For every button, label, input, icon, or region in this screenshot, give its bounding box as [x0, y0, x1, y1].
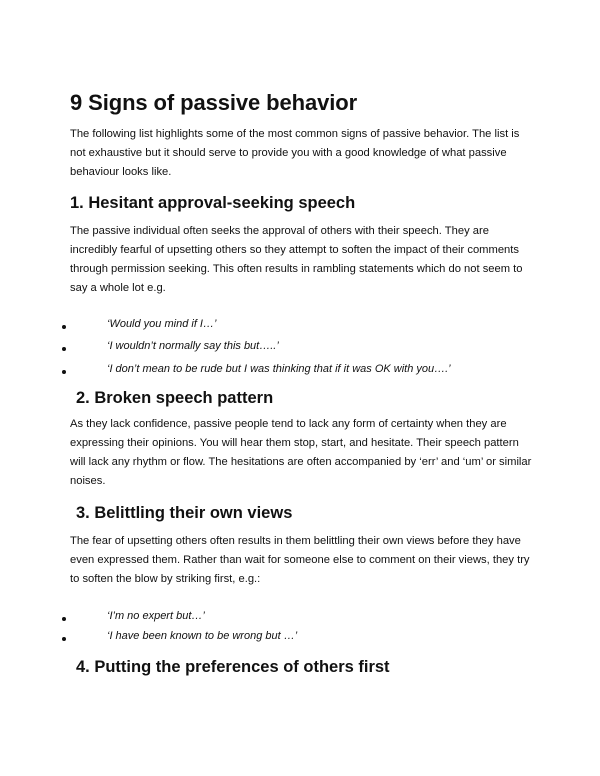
- bullet-icon: [62, 637, 66, 641]
- list-item: ‘I’m no expert but…’: [107, 610, 205, 622]
- list-item: ‘I wouldn’t normally say this but…..’: [107, 340, 279, 352]
- list-item: ‘I have been known to be wrong but …’: [107, 630, 298, 642]
- bullet-icon: [62, 325, 66, 329]
- bullet-icon: [62, 370, 66, 374]
- bullet-icon: [62, 617, 66, 621]
- section-2-heading: 2. Broken speech pattern: [76, 389, 274, 407]
- intro-paragraph: The following list highlights some of the most common signs of passive behavior. The list is not exhaustive but it should serve to provide you with a good knowledge of what passive behaviour looks like.: [70, 128, 520, 178]
- section-1-heading: 1. Hesitant approval-seeking speech: [70, 194, 356, 212]
- page-title: 9 Signs of passive behavior: [70, 90, 358, 115]
- section-3-body: The fear of upsetting others often results in them belittling their own views before they have even expressed them. Rather than wait for someone else to comment on their views, they try to soften the blow by striking first, e.g.:: [70, 535, 530, 585]
- section-4-heading: 4. Putting the preferences of others first: [76, 658, 390, 676]
- section-3-heading: 3. Belittling their own views: [76, 504, 293, 522]
- list-item: ‘Would you mind if I…’: [107, 318, 217, 330]
- section-2-body: As they lack confidence, passive people tend to lack any form of certainty when they are expressing their opinions. You will hear them stop, start, and hesitate. Their speech pattern will lack any rhythm or flow. The hesitations are often accompanied by ‘err’ and ‘um’ or similar noises.: [70, 418, 532, 487]
- bullet-icon: [62, 347, 66, 351]
- list-item: ‘I don’t mean to be rude but I was thinking that if it was OK with you….’: [107, 363, 451, 375]
- section-1-body: The passive individual often seeks the approval of others with their speech. They are incredibly fearful of upsetting others so they attempt to soften the impact of their comments through permission seeking. This often results in rambling statements which do not seem to say a whole lot e.g.: [70, 225, 523, 294]
